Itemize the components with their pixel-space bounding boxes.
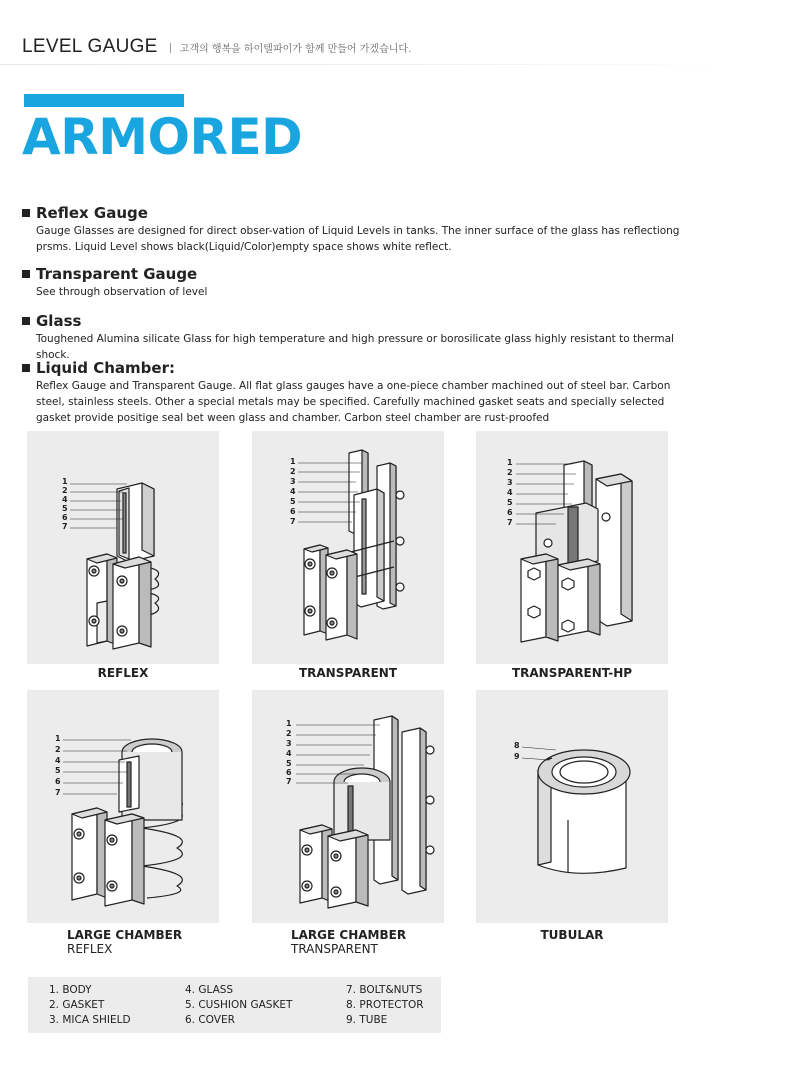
callout-6: 6 <box>507 508 513 517</box>
figure-reflex <box>27 431 219 664</box>
large-chamber-reflex-drawing <box>27 690 219 923</box>
callout-4: 4 <box>62 495 68 504</box>
callout-1: 1 <box>286 719 292 728</box>
callout-4: 4 <box>507 488 513 497</box>
callout-7: 7 <box>55 788 61 797</box>
page-header <box>22 36 722 64</box>
callout-4: 4 <box>55 756 61 765</box>
item-heading: Transparent Gauge <box>36 265 198 283</box>
callout-3: 3 <box>290 477 296 486</box>
description-glass <box>22 312 702 363</box>
callout-7: 7 <box>507 518 513 527</box>
transparent-gauge-drawing <box>252 431 444 664</box>
callout-7: 7 <box>286 777 292 786</box>
callout-2: 2 <box>62 486 68 495</box>
figure-transparent <box>252 431 444 664</box>
figure-label-large-chamber-transparent: LARGE CHAMBER TRANSPARENT <box>291 928 407 956</box>
callout-5: 5 <box>290 497 296 506</box>
callout-4: 4 <box>290 487 296 496</box>
figure-label-transparent: TRANSPARENT <box>298 666 398 680</box>
item-heading: Liquid Chamber: <box>36 359 175 377</box>
item-body: Gauge Glasses are designed for direct obser-vation of Liquid Levels in tanks. The inner surface of the glass has reflectiong prsms. Liquid Level shows black(Liquid/Color)empty space shows white reflect. <box>36 225 680 253</box>
callout-6: 6 <box>55 777 61 786</box>
callout-7: 7 <box>290 517 296 526</box>
figure-large-chamber-reflex <box>27 690 219 923</box>
transparent-hp-gauge-drawing <box>476 431 668 664</box>
bullet-square-icon <box>22 270 30 278</box>
legend-item: 8. PROTECTOR <box>346 999 424 1011</box>
title-accent-bar <box>24 94 184 107</box>
callout-7: 7 <box>62 522 68 531</box>
figure-label-tubular: TUBULAR <box>540 928 604 942</box>
item-heading: Reflex Gauge <box>36 204 148 222</box>
item-body: Toughened Alumina silicate Glass for high temperature and high pressure or borosilicate glass highly resistant to thermal shock. <box>36 333 674 361</box>
bullet-square-icon <box>22 317 30 325</box>
callout-5: 5 <box>507 498 513 507</box>
figure-tubular <box>476 690 668 923</box>
callout-6: 6 <box>286 768 292 777</box>
callout-5: 5 <box>286 759 292 768</box>
callout-1: 1 <box>55 734 61 743</box>
callout-2: 2 <box>286 729 292 738</box>
callout-1: 1 <box>62 477 68 486</box>
callout-2: 2 <box>290 467 296 476</box>
callout-5: 5 <box>62 504 68 513</box>
legend-item: 7. BOLT&NUTS <box>346 984 423 996</box>
item-heading: Glass <box>36 312 82 330</box>
large-chamber-transparent-drawing <box>252 690 444 923</box>
parts-legend <box>28 977 441 1033</box>
figure-label-reflex: REFLEX <box>97 666 149 680</box>
figure-transparent-hp <box>476 431 668 664</box>
legend-item: 2. GASKET <box>49 999 105 1011</box>
bullet-square-icon <box>22 364 30 372</box>
callout-6: 6 <box>290 507 296 516</box>
callout-6: 6 <box>62 513 68 522</box>
callout-3: 3 <box>286 739 292 748</box>
legend-item: 4. GLASS <box>185 984 234 996</box>
callout-3: 3 <box>507 478 513 487</box>
callout-1: 1 <box>290 457 296 466</box>
reflex-gauge-drawing <box>27 431 219 664</box>
callout-2: 2 <box>55 745 61 754</box>
callout-1: 1 <box>507 458 513 467</box>
tubular-gauge-drawing <box>476 690 668 923</box>
figure-large-chamber-transparent <box>252 690 444 923</box>
legend-item: 1. BODY <box>49 984 92 996</box>
legend-item: 5. CUSHION GASKET <box>185 999 293 1011</box>
callout-4: 4 <box>286 749 292 758</box>
description-transparent-gauge <box>22 265 702 300</box>
callout-5: 5 <box>55 766 61 775</box>
legend-item: 6. COVER <box>185 1014 235 1026</box>
legend-item: 9. TUBE <box>346 1014 388 1026</box>
callout-2: 2 <box>507 468 513 477</box>
header-divider <box>0 64 740 65</box>
legend-item: 3. MICA SHIELD <box>49 1014 131 1026</box>
item-body: See through observation of level <box>36 286 208 298</box>
description-reflex-gauge <box>22 204 702 255</box>
figure-label-transparent-hp: TRANSPARENT-HP <box>511 666 633 680</box>
callout-8: 8 <box>514 741 520 750</box>
section-title: LEVEL GAUGE <box>22 36 158 57</box>
header-separator <box>170 43 171 53</box>
header-tagline: 고객의 행복을 하이텔파이가 함께 만들어 가겠습니다. <box>179 44 412 55</box>
bullet-square-icon <box>22 209 30 217</box>
description-liquid-chamber <box>22 359 702 426</box>
callout-9: 9 <box>514 752 520 761</box>
item-body: Reflex Gauge and Transparent Gauge. All flat glass gauges have a one-piece chamber machined out of steel bar. Carbon steel, stainless steels. Other a special metals may be specified. Carefully machined gasket seats and specially selected gasket provide positige seal bet ween glass and chamber. Carbon steel chamber are rust-proofed <box>36 380 671 424</box>
page-title: ARMORED <box>22 108 303 166</box>
figure-label-large-chamber-reflex: LARGE CHAMBER REFLEX <box>67 928 183 956</box>
